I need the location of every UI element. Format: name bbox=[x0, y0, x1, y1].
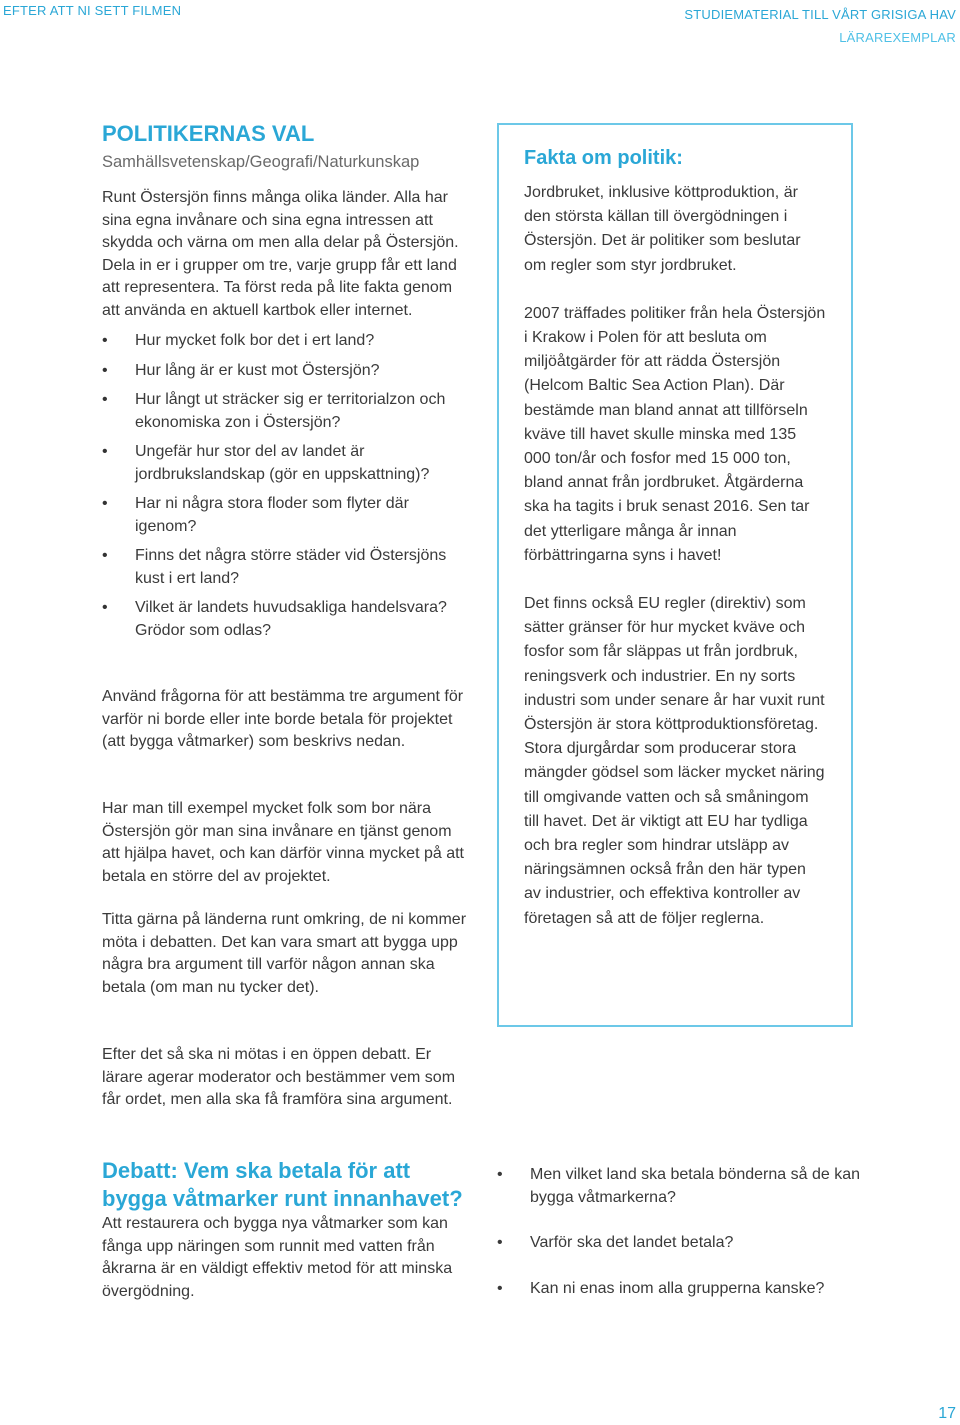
intro-paragraph: Runt Östersjön finns många olika länder. Alla har sina egna invånare och sina egna intressen att skydda och värna om men alla delar på Östersjön. Dela in er i grupper om tre, varje grupp får ett land att representera. Ta först reda på lite fakta genom att använda en aktuell kartbok eller internet. bbox=[102, 189, 459, 319]
list-item: • Ungefär hur stor del av landet är jordbrukslandskap (gör en uppskattning)? bbox=[102, 441, 467, 486]
argument-paragraph-block bbox=[102, 686, 467, 754]
page-number: 17 bbox=[938, 1405, 956, 1422]
debate-section bbox=[102, 1157, 472, 1303]
paragraph-neighbors: Titta gärna på länderna runt omkring, de ni kommer möta i debatten. Det kan vara smart att bygga upp några bra argument till varför någon annan ska betala (om man nu tycker det). bbox=[102, 911, 467, 996]
list-item: • Har ni några stora floder som flyter där igenom? bbox=[102, 493, 467, 538]
fact-paragraph-3: Det finns också EU regler (direktiv) som sätter gränser för hur mycket kväve och fosfor som får släppas ut från jordbruk, reningsverk och industrier. En ny sorts industri som under senare år har vuxit runt Östersjön är stora köttproduktionsföretag. Stora djurgårdar som producerar stora mängder gödsel som läcker mycket näring till omgivande vatten och så småningom till havet. Det är viktigt att EU har tydliga och bra regler som hindrar utsläpp av näringsämnen också från den här typen av industrier, och effektiva kontroller av företagen så att de följer reglerna. bbox=[524, 595, 825, 927]
debate-title: Debatt: Vem ska betala för att bygga våtmarker runt innanhavet? bbox=[102, 1158, 463, 1211]
paragraph-example: Har man till exempel mycket folk som bor nära Östersjön gör man sina invånare en tjänst genom att hjälpa havet, och kan därför vinna mycket på att betala en större del av projektet. bbox=[102, 800, 464, 885]
list-item: • Hur lång är er kust mot Östersjön? bbox=[102, 360, 467, 383]
header-right-title: STUDIEMATERIAL TILL VÅRT GRISIGA HAV bbox=[684, 7, 956, 22]
list-item: • Men vilket land ska betala bönderna så de kan bygga våtmarkerna? bbox=[497, 1164, 877, 1209]
fact-paragraph-1: Jordbruket, inklusive köttproduktion, är den största källan till övergödningen i Östersjön. Det är politiker som beslutar om regler som styr jordbruket. bbox=[524, 184, 801, 274]
neighbors-paragraph-block bbox=[102, 909, 467, 999]
debate-text: Att restaurera och bygga nya våtmarker som kan fånga upp näringen som runnit med vatten från åkrarna är en väldigt effektiv metod för att minska övergödning. bbox=[102, 1215, 453, 1300]
questions-list bbox=[102, 330, 467, 642]
header-left: EFTER ATT NI SETT FILMEN bbox=[3, 3, 182, 18]
list-item: • Hur mycket folk bor det i ert land? bbox=[102, 330, 467, 353]
page-title: POLITIKERNAS VAL bbox=[102, 121, 315, 146]
paragraph-debate-intro: Efter det så ska ni mötas i en öppen debatt. Er lärare agerar moderator och bestämmer vem som får ordet, men alla ska få framföra sina argument. bbox=[102, 1046, 456, 1108]
debate-questions bbox=[497, 1164, 877, 1300]
example-paragraph-block bbox=[102, 798, 467, 888]
fact-paragraph-2: 2007 träffades politiker från hela Östersjön i Krakow i Polen för att besluta om miljöåtgärder för att rädda Östersjön (Helcom Baltic Sea Action Plan). Där bestämde man bland annat att tillförseln kväve till havet skulle minska med 135 000 ton/år och fosfor med 15 000 ton, bland annat från jordbruket. Åtgärderna ska ha tagits i bruk senast 2016. Sen tar det ytterligare många år innan förbättringarna syns i havet! bbox=[524, 304, 826, 564]
fact-box bbox=[497, 123, 853, 1027]
list-item: • Vilket är landets huvudsakliga handelsvara? Grödor som odlas? bbox=[102, 597, 467, 642]
list-item: • Kan ni enas inom alla grupperna kanske? bbox=[497, 1278, 877, 1301]
header-right-subtitle: LÄRAREXEMPLAR bbox=[839, 30, 956, 45]
main-column bbox=[102, 121, 467, 649]
list-item: • Hur långt ut sträcker sig er territorialzon och ekonomiska zon i Östersjön? bbox=[102, 389, 467, 434]
list-item: • Varför ska det landet betala? bbox=[497, 1232, 877, 1255]
header-right bbox=[684, 3, 956, 49]
fact-box-title: Fakta om politik: bbox=[524, 147, 683, 169]
list-item: • Finns det några större städer vid Östersjöns kust i ert land? bbox=[102, 545, 467, 590]
debate-intro-block bbox=[102, 1044, 467, 1112]
paragraph-arguments: Använd frågorna för att bestämma tre argument för varför ni borde eller inte borde betala för projektet (att bygga våtmarker) som beskrivs nedan. bbox=[102, 688, 464, 750]
subject-subtitle: Samhällsvetenskap/Geografi/Naturkunskap bbox=[102, 153, 420, 171]
